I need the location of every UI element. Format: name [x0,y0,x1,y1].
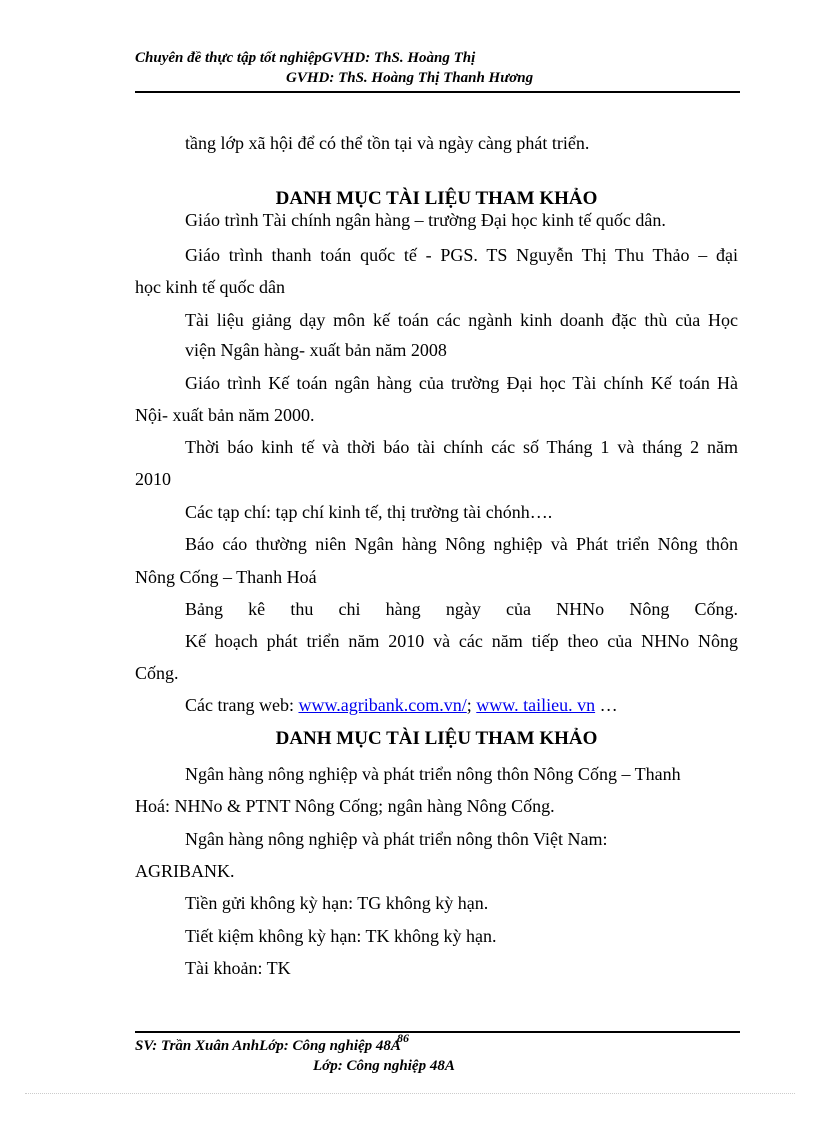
footer-line-2: Lớp: Công nghiệp 48A [313,1058,455,1074]
abbr-line: Hoá: NHNo & PTNT Nông Cống; ngân hàng Nông Cống. [135,796,555,816]
ellipsis: … [595,695,618,715]
abbr-line: AGRIBANK. [135,861,235,881]
header-line-2: GVHD: ThS. Hoàng Thị Thanh Hương [286,70,534,86]
ref-line: Nông Cống – Thanh Hoá [135,567,317,587]
header-rule [135,91,740,93]
heading-references: DANH MỤC TÀI LIỆU THAM KHẢO [275,188,598,209]
ref-line: Giáo trình Kế toán ngân hàng của trường Đại học Tài chính Kế toán Hà [185,373,738,393]
ref-line: Báo cáo thường niên Ngân hàng Nông nghiệp và Phát triển Nông thôn [185,534,738,554]
intro-text: tầng lớp xã hội để có thể tồn tại và ngày càng phát triển. [185,133,590,153]
ref-line: Bảng kê thu chi hàng ngày của NHNo Nông Cống. [185,599,738,619]
footer-rule [135,1031,740,1033]
separator: ; [466,695,477,715]
link-tailieu[interactable]: www. tailieu. vn [476,695,596,715]
ref-line: viện Ngân hàng- xuất bản năm 2008 [185,340,447,360]
abbr-line: Tiết kiệm không kỳ hạn: TK không kỳ hạn. [185,926,497,946]
ref-line: Giáo trình thanh toán quốc tế - PGS. TS Nguyễn Thị Thu Thảo – đại [185,245,738,265]
page-edge [25,1093,795,1094]
ref-line: học kinh tế quốc dân [135,277,285,297]
ref-line: Tài liệu giảng dạy môn kế toán các ngành kinh doanh đặc thù của Học [185,310,738,330]
ref-line: Giáo trình Tài chính ngân hàng – trường Đại học kinh tế quốc dân. [185,210,666,230]
ref-line: Cống. [135,663,179,683]
heading-abbreviations: DANH MỤC TÀI LIỆU THAM KHẢO [275,728,598,749]
link-agribank[interactable]: www.agribank.com.vn/ [298,695,467,715]
web-label: Các trang web: [185,695,299,715]
abbr-line: Ngân hàng nông nghiệp và phát triển nông thôn Việt Nam: [185,829,608,849]
ref-line: 2010 [135,469,171,489]
footer-line-1: SV: Trần Xuân AnhLớp: Công nghiệp 48A [135,1038,401,1054]
ref-line: Nội- xuất bản năm 2000. [135,405,315,425]
abbr-line: Tài khoản: TK [185,958,291,978]
ref-line: Kế hoạch phát triển năm 2010 và các năm tiếp theo của NHNo Nông [185,631,738,651]
abbr-line: Tiền gửi không kỳ hạn: TG không kỳ hạn. [185,893,489,913]
abbr-line: Ngân hàng nông nghiệp và phát triển nông thôn Nông Cống – Thanh [185,764,681,784]
web-line [185,694,618,716]
ref-line: Thời báo kinh tế và thời báo tài chính các số Tháng 1 và tháng 2 năm [185,437,738,457]
page-number: 86 [397,1031,409,1045]
ref-line: Các tạp chí: tạp chí kinh tế, thị trường tài chónh…. [185,502,553,522]
header-line-1: Chuyên đề thực tập tốt nghiệpGVHD: ThS. Hoàng Thị [135,50,476,66]
